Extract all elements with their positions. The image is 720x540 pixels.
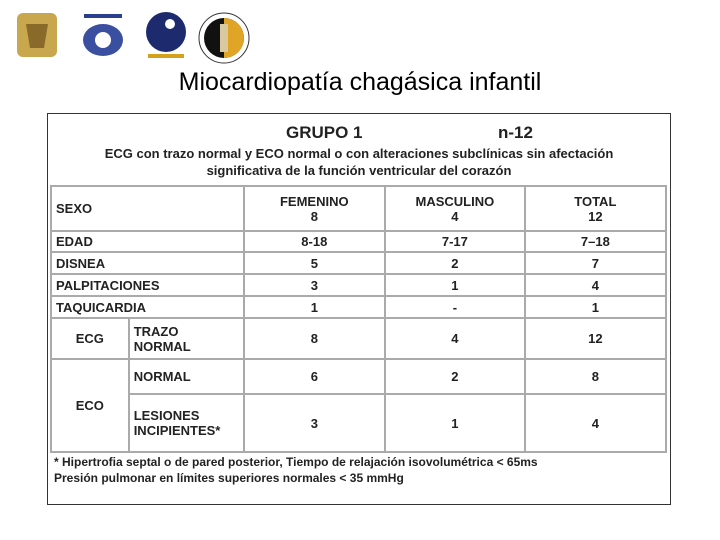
fem-header: FEMENINO 8 — [244, 186, 386, 231]
sex-label: SEXO — [51, 186, 244, 231]
group-title: GRUPO 1 — [286, 123, 363, 142]
total-header: TOTAL 12 — [525, 186, 666, 231]
footnote: * Hipertrofia septal o de pared posterior, Tiempo de relajación isovolumétrica < 65ms Presión pulmonar en límites superiores normales < 35 mmHg — [54, 455, 538, 485]
subtitle-line-2: significativa de la función ventricular del corazón — [206, 163, 512, 178]
ecg-row: ECG TRAZO NORMAL 8 4 12 — [51, 318, 666, 359]
unam-logo — [14, 10, 60, 60]
masc-header: MASCULINO 4 — [385, 186, 525, 231]
table-row: EDAD 8-18 7-17 7–18 — [51, 231, 666, 252]
academia-medicina-logo — [198, 10, 250, 66]
table-panel — [47, 113, 671, 505]
table-row: PALPITACIONES 3 1 4 — [51, 274, 666, 296]
table-row: DISNEA 5 2 7 — [51, 252, 666, 274]
eco-normal-row: ECO NORMAL 6 2 8 — [51, 359, 666, 394]
slide-title: Miocardiopatía chagásica infantil — [178, 68, 542, 96]
facultad-medicina-logo — [80, 10, 126, 60]
table-header-row — [51, 186, 666, 231]
group-n: n-12 — [498, 123, 533, 142]
subtitle-line-1: ECG con trazo normal y ECO normal o con alteraciones subclínicas sin afectación — [104, 146, 614, 161]
microbiologia-logo — [140, 10, 192, 60]
table-row: TAQUICARDIA 1 - 1 — [51, 296, 666, 318]
data-table — [50, 185, 667, 453]
eco-lesiones-row: LESIONES INCIPIENTES* 3 1 4 — [51, 394, 666, 452]
